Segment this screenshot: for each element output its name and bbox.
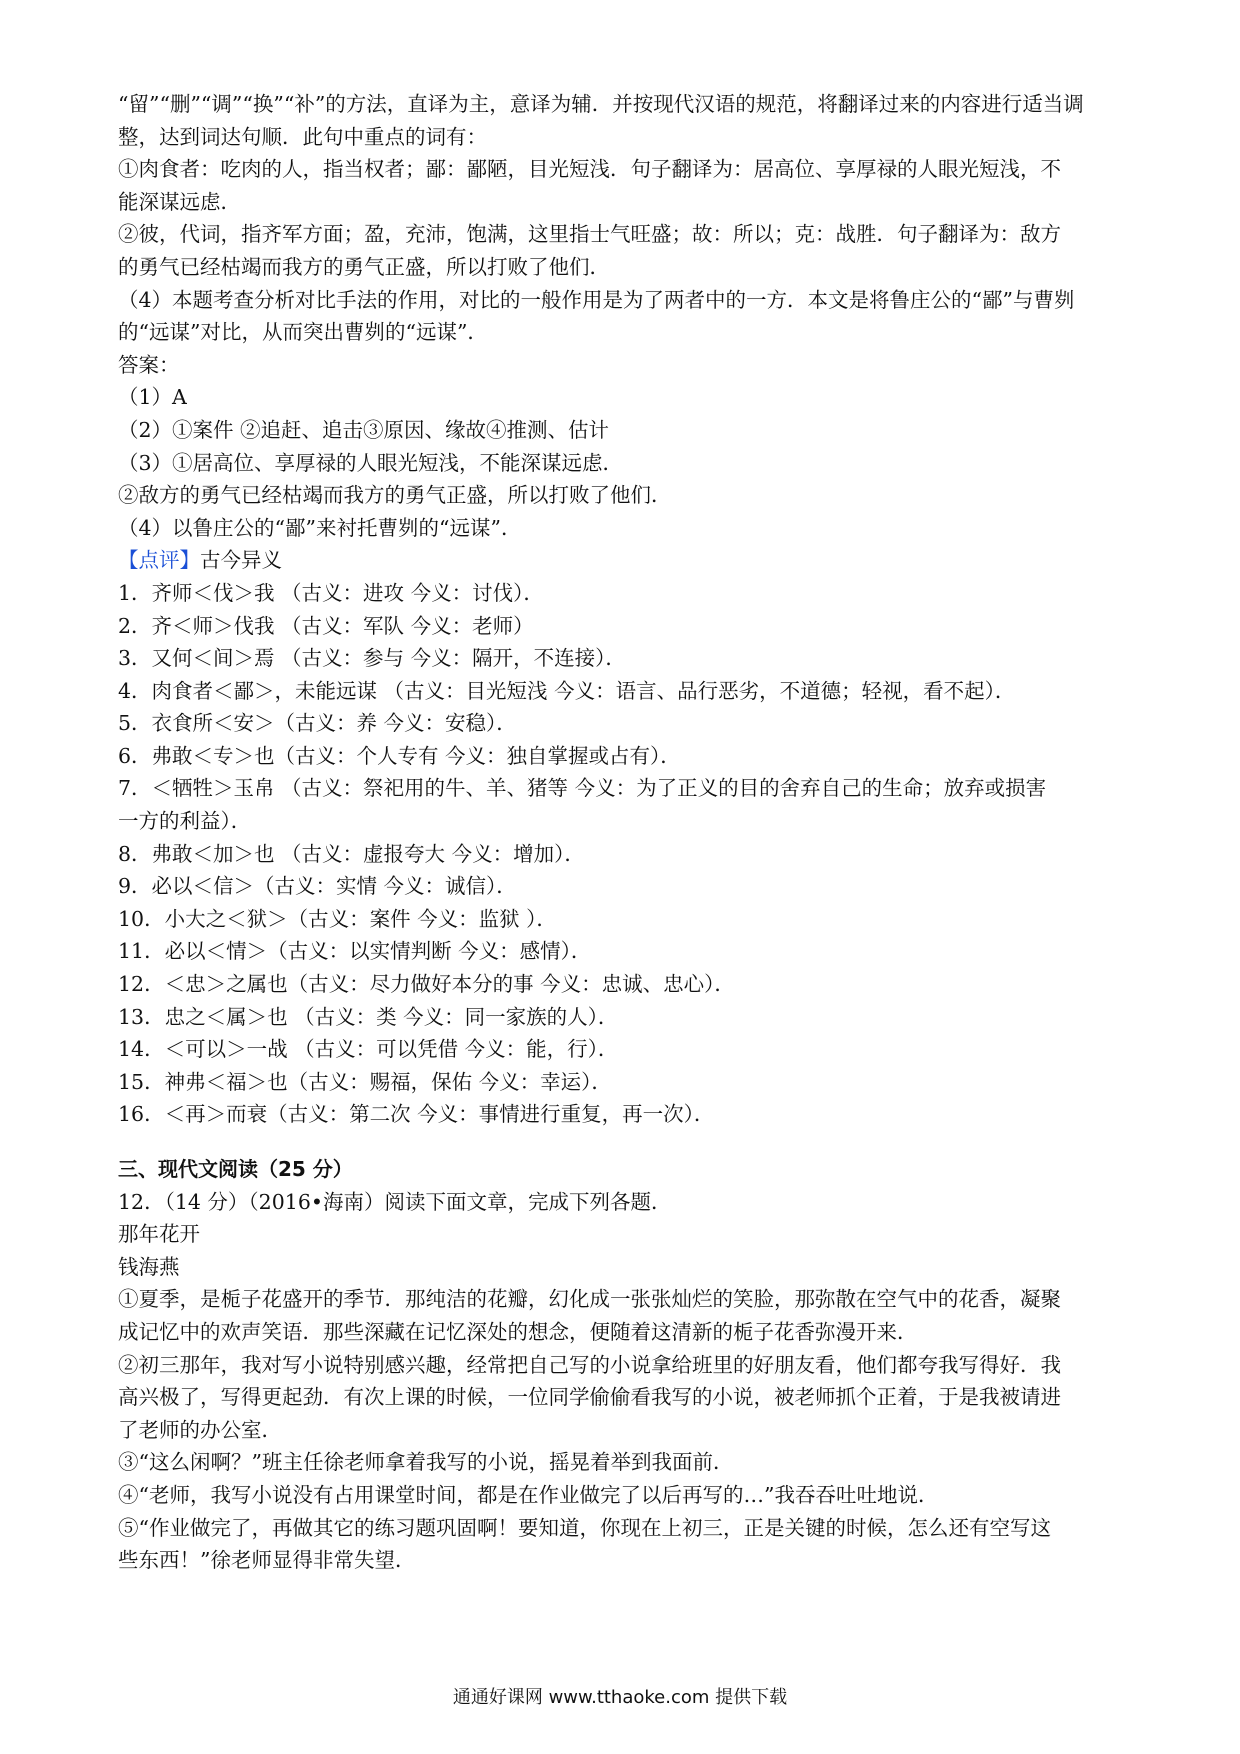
- answer-line: （3）①居高位、享厚禄的人眼光短浅，不能深谋远虑．: [118, 450, 624, 475]
- explanation-line: （4）本题考查分析对比手法的作用，对比的一般作用是为了两者中的一方．本文是将鲁庄公的“鄙”与曹刿: [118, 287, 1075, 312]
- explanation-line: 的“远谋”对比，从而突出曹刿的“远谋”．: [118, 320, 488, 345]
- comment-title: 古今异义: [200, 548, 282, 573]
- article-paragraph: 高兴极了，写得更起劲．有次上课的时候，一位同学偷偷看我写的小说，被老师抓个正着，于是我被请进: [118, 1385, 1061, 1410]
- article-paragraph: ①夏季，是栀子花盛开的季节．那纯洁的花瓣，幻化成一张张灿烂的笑脸，那弥散在空气中的花香，凝聚: [118, 1287, 1061, 1312]
- article-paragraph: ③“这么闲啊？”班主任徐老师拿着我写的小说，摇晃着举到我面前．: [118, 1450, 734, 1475]
- explanation-line: 的勇气已经枯竭而我方的勇气正盛，所以打败了他们．: [118, 254, 610, 279]
- comment-item: 9．必以＜信＞（古义：实情 今义：诚信）．: [118, 874, 517, 899]
- explanation-line: ①肉食者：吃肉的人，指当权者；鄙：鄙陋，目光短浅．句子翻译为：居高位、享厚禄的人眼光短浅，不: [118, 157, 1061, 182]
- comment-item: 13．忠之＜属＞也 （古义：类 今义：同一家族的人）．: [118, 1004, 619, 1029]
- comment-item: 一方的利益）．: [118, 809, 252, 834]
- comment-heading: [118, 544, 1128, 577]
- comment-item: 15．神弗＜福＞也（古义：赐福，保佑 今义：幸运）．: [118, 1069, 612, 1094]
- answer-line: （2）①案件 ②追赶、追击③原因、缘故④推测、估计: [118, 417, 610, 442]
- section-gap: [118, 1131, 1128, 1153]
- article-paragraph: 了老师的办公室．: [118, 1417, 282, 1442]
- answer-line: ②敌方的勇气已经枯竭而我方的勇气正盛，所以打败了他们．: [118, 483, 672, 508]
- comment-item: 4．肉食者＜鄙＞，未能远谋 （古义：目光短浅 今义：语言、品行恶劣，不道德；轻视，看不起）．: [118, 678, 1016, 703]
- comment-item: 1．齐师＜伐＞我 （古义：进攻 今义：讨伐）．: [118, 580, 544, 605]
- article-title: 那年花开: [118, 1222, 200, 1247]
- answer-label: 答案：: [118, 352, 180, 377]
- document-page: [118, 88, 1128, 1577]
- page-footer: 通通好课网 www.tthaoke.com 提供下载: [452, 1687, 788, 1708]
- section-heading: 三、现代文阅读（25 分）: [118, 1157, 353, 1181]
- answer-line: （4）以鲁庄公的“鄙”来衬托曹刿的“远谋”．: [118, 515, 522, 540]
- explanation-line: “留”“删”“调”“换”“补”的方法，直译为主，意译为辅．并按现代汉语的规范，将翻译过来的内容进行适当调: [118, 92, 1084, 116]
- explanation-line: 能深谋远虑．: [118, 189, 241, 214]
- article-author: 钱海燕: [118, 1254, 180, 1279]
- comment-item: 7．＜牺牲＞玉帛 （古义：祭祀用的牛、羊、猪等 今义：为了正义的目的舍弃自己的生命；放弃或损害: [118, 776, 1047, 801]
- article-paragraph: ④“老师，我写小说没有占用课堂时间，都是在作业做完了以后再写的…”我吞吞吐吐地说．: [118, 1482, 939, 1507]
- comment-item: 10．小大之＜狱＞（古义：案件 今义：监狱 ）．: [118, 906, 557, 931]
- explanation-line: ②彼，代词，指齐军方面；盈，充沛，饱满，这里指士气旺盛；故：所以；克：战胜．句子翻译为：敌方: [118, 222, 1061, 247]
- article-paragraph: ⑤“作业做完了，再做其它的练习题巩固啊！要知道，你现在上初三，正是关键的时候，怎么还有空写这: [118, 1515, 1051, 1540]
- comment-item: 6．弗敢＜专＞也（古义：个人专有 今义：独自掌握或占有）．: [118, 743, 681, 768]
- comment-item: 3．又何＜间＞焉 （古义：参与 今义：隔开，不连接）．: [118, 646, 626, 671]
- comment-item: 2．齐＜师＞伐我 （古义：军队 今义：老师）: [118, 613, 534, 638]
- answer-line: （1）A: [118, 385, 187, 410]
- comment-item: 11．必以＜情＞（古义：以实情判断 今义：感情）．: [118, 939, 592, 964]
- article-paragraph: 些东西！”徐老师显得非常失望．: [118, 1548, 416, 1573]
- article-paragraph: ②初三那年，我对写小说特别感兴趣，经常把自己写的小说拿给班里的好朋友看，他们都夸我写得好．我: [118, 1352, 1061, 1377]
- comment-item: 5．衣食所＜安＞（古义：养 今义：安稳）．: [118, 711, 517, 736]
- explanation-line: 整，达到词达句顺．此句中重点的词有：: [118, 124, 487, 149]
- article-paragraph: 成记忆中的欢声笑语．那些深藏在记忆深处的想念，便随着这清新的栀子花香弥漫开来．: [118, 1319, 918, 1344]
- comment-item: 14．＜可以＞一战 （古义：可以凭借 今义：能，行）．: [118, 1037, 619, 1062]
- question-stem: 12．（14 分）（2016•海南）阅读下面文章，完成下列各题．: [118, 1189, 672, 1214]
- comment-item: 16．＜再＞而衰（古义：第二次 今义：事情进行重复，再一次）．: [118, 1102, 715, 1127]
- comment-item: 12．＜忠＞之属也（古义：尽力做好本分的事 今义：忠诚、忠心）．: [118, 972, 735, 997]
- comment-tag: 【点评】: [118, 548, 200, 573]
- comment-item: 8．弗敢＜加＞也 （古义：虚报夸大 今义：增加）．: [118, 841, 585, 866]
